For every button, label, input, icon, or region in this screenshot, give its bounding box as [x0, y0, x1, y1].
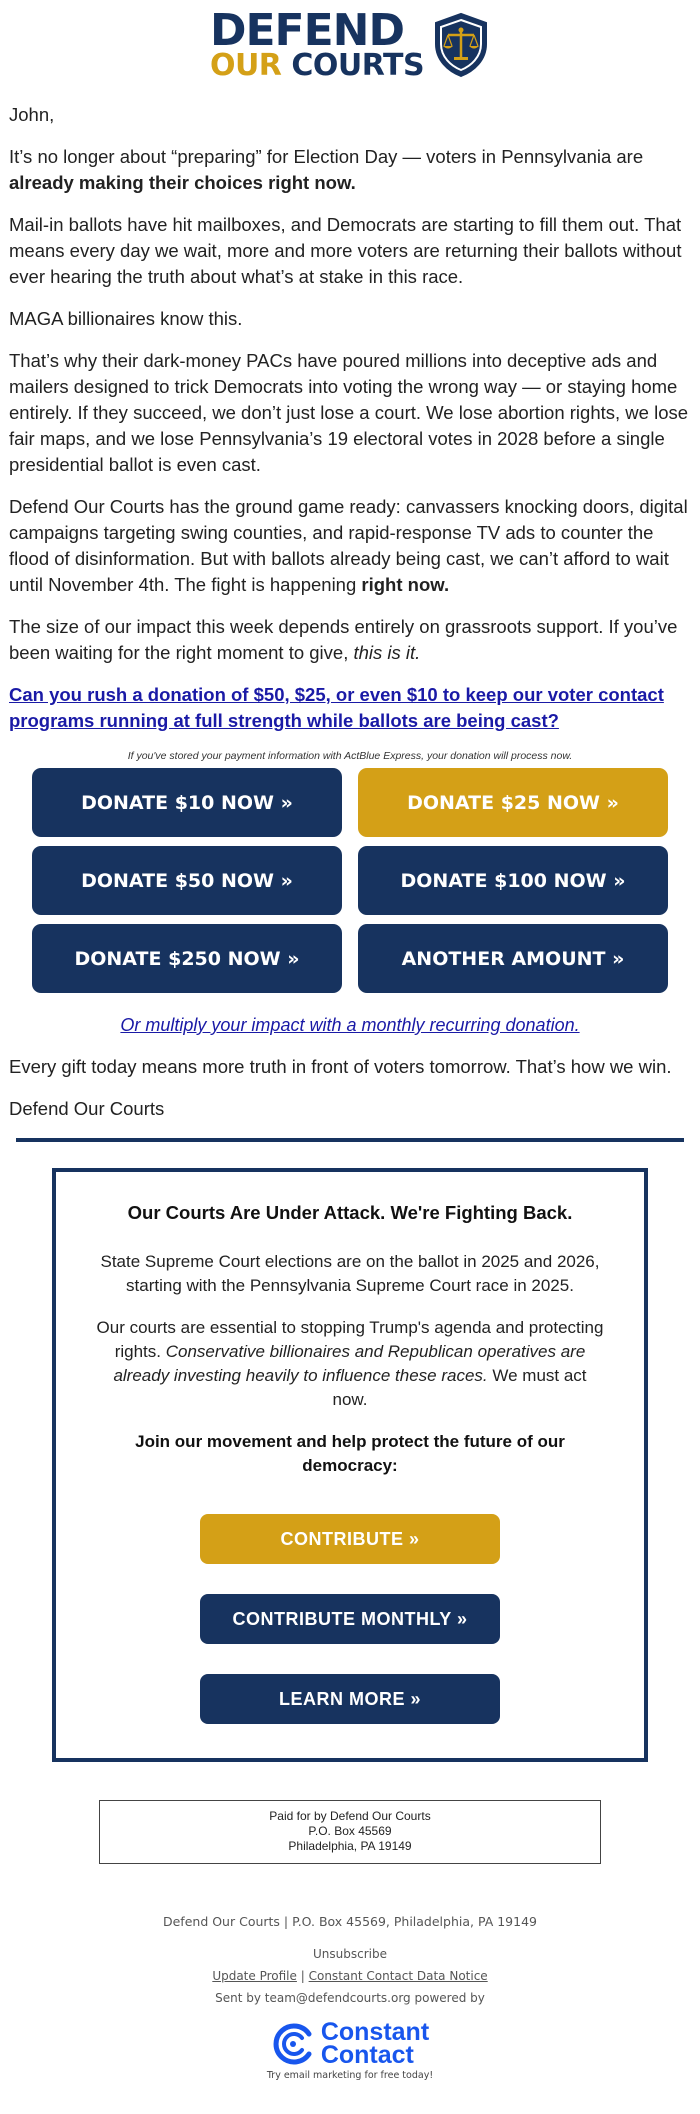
update-profile-link[interactable]: Update Profile [212, 1969, 297, 1983]
constant-contact-wordmark [320, 2018, 430, 2069]
contribute-button[interactable]: CONTRIBUTE » [200, 1514, 500, 1564]
courts-under-attack-box [52, 1168, 648, 1762]
greeting: John, [9, 104, 55, 125]
email-footer [0, 1914, 700, 2081]
closing-paragraph: Every gift today means more truth in front of voters tomorrow. That’s how we win. [9, 1056, 672, 1077]
cc-word-contact: Contact [320, 2041, 414, 2069]
donate-button-grid [0, 768, 700, 993]
donate-250-button[interactable]: DONATE $250 NOW » [32, 924, 342, 993]
logo-word-our: OUR [209, 48, 282, 83]
paragraph-4: That’s why their dark-money PACs have poured millions into deceptive ads and mailers designed to trick Democrats into voting the wrong way — or staying home entirely. If they succeed, we don’t just lose a court. We lose abortion rights, we lose fair maps, and we lose Pennsylvania’s 19 electoral votes in 2028 before a single presidential ballot is even cast. [9, 350, 689, 475]
cc-word-constant: Constant [320, 2018, 430, 2046]
constant-contact-tagline[interactable]: Try email marketing for free today! [266, 2070, 434, 2081]
paragraph-1-emphasis: already making their choices right now. [9, 172, 356, 193]
join-movement-text: Join our movement and help protect the future of our democracy: [135, 1432, 565, 1475]
learn-more-button[interactable]: LEARN MORE » [200, 1674, 500, 1724]
logo-word-defend: DEFEND [209, 5, 404, 56]
unsubscribe-link[interactable]: Unsubscribe [313, 1947, 387, 1961]
box-paragraph-2-emphasis: Conservative billionaires and Republican operatives are already investing heavily to influence these races. [113, 1342, 586, 1385]
paid-for-line: Paid for by Defend Our Courts [269, 1809, 431, 1823]
paragraph-3: MAGA billionaires know this. [9, 308, 243, 329]
box-paragraph-2-text: Our courts are essential to stopping Trump's agenda and protecting rights. [96, 1318, 604, 1361]
paragraph-5 [9, 494, 691, 598]
logo-word-courts: COURTS [291, 48, 425, 83]
section-divider [16, 1138, 684, 1142]
city-line: Philadelphia, PA 19149 [288, 1839, 412, 1853]
sent-by-text: Sent by team@defendcourts.org powered by [215, 1991, 485, 2005]
paragraph-1 [9, 144, 691, 196]
footer-address: Defend Our Courts | P.O. Box 45569, Philadelphia, PA 19149 [162, 1914, 537, 1929]
donate-100-button[interactable]: DONATE $100 NOW » [358, 846, 668, 915]
monthly-donation-link[interactable]: Or multiply your impact with a monthly recurring donation. [120, 1015, 580, 1035]
po-box-line: P.O. Box 45569 [308, 1824, 392, 1838]
paragraph-2: Mail-in ballots have hit mailboxes, and Democrats are starting to fill them out. That means every day we wait, more and more voters are returning their ballots without ever hearing the truth about what’s at stake in this race. [9, 214, 682, 287]
box-paragraph-2-end: We must act now. [332, 1366, 587, 1409]
donation-ask-link[interactable]: Can you rush a donation of $50, $25, or even $10 to keep our voter contact programs running at full strength while ballots are being cast? [9, 684, 664, 731]
paragraph-6 [9, 614, 691, 666]
constant-contact-c-icon [271, 2022, 315, 2066]
defend-our-courts-logo [0, 0, 700, 90]
box-title: Our Courts Are Under Attack. We're Fighting Back. [127, 1202, 573, 1223]
footer-separator: | [300, 1969, 305, 1983]
donate-50-button[interactable]: DONATE $50 NOW » [32, 846, 342, 915]
scales-shield-icon [432, 12, 490, 78]
another-amount-button[interactable]: ANOTHER AMOUNT » [358, 924, 668, 993]
box-paragraph-1: State Supreme Court elections are on the ballot in 2025 and 2026, starting with the Pennsylvania Supreme Court race in 2025. [100, 1252, 600, 1295]
paragraph-6-text: The size of our impact this week depends entirely on grassroots support. If you’ve been waiting for the right moment to give, [9, 616, 678, 663]
letter-closing [0, 1054, 700, 1122]
actblue-express-note: If you've stored your payment information with ActBlue Express, your donation will process now. [127, 750, 573, 762]
paid-for-disclaimer [99, 1800, 601, 1864]
logo-line-our-courts [209, 48, 425, 83]
logo-wordmark [209, 5, 425, 83]
paragraph-1-text: It’s no longer about “preparing” for Election Day — voters in Pennsylvania are [9, 146, 644, 167]
paragraph-6-emphasis: this is it. [353, 642, 421, 663]
data-notice-link[interactable]: Constant Contact Data Notice [308, 1969, 488, 1983]
paragraph-5-text: Defend Our Courts has the ground game ready: canvassers knocking doors, digital campaigns targeting swing counties, and rapid-response TV ads to counter the flood of disinformation. But with ballots already being cast, we can’t afford to wait until November 4th. The fight is happening [9, 496, 688, 595]
letter-body [0, 102, 700, 734]
footer-links [0, 1969, 700, 1983]
contribute-monthly-button[interactable]: CONTRIBUTE MONTHLY » [200, 1594, 500, 1644]
donate-10-button[interactable]: DONATE $10 NOW » [32, 768, 342, 837]
paragraph-5-emphasis: right now. [361, 574, 450, 595]
donate-25-button[interactable]: DONATE $25 NOW » [358, 768, 668, 837]
box-paragraph-2 [96, 1316, 604, 1412]
constant-contact-logo[interactable] [0, 2018, 700, 2069]
signature: Defend Our Courts [9, 1098, 165, 1119]
